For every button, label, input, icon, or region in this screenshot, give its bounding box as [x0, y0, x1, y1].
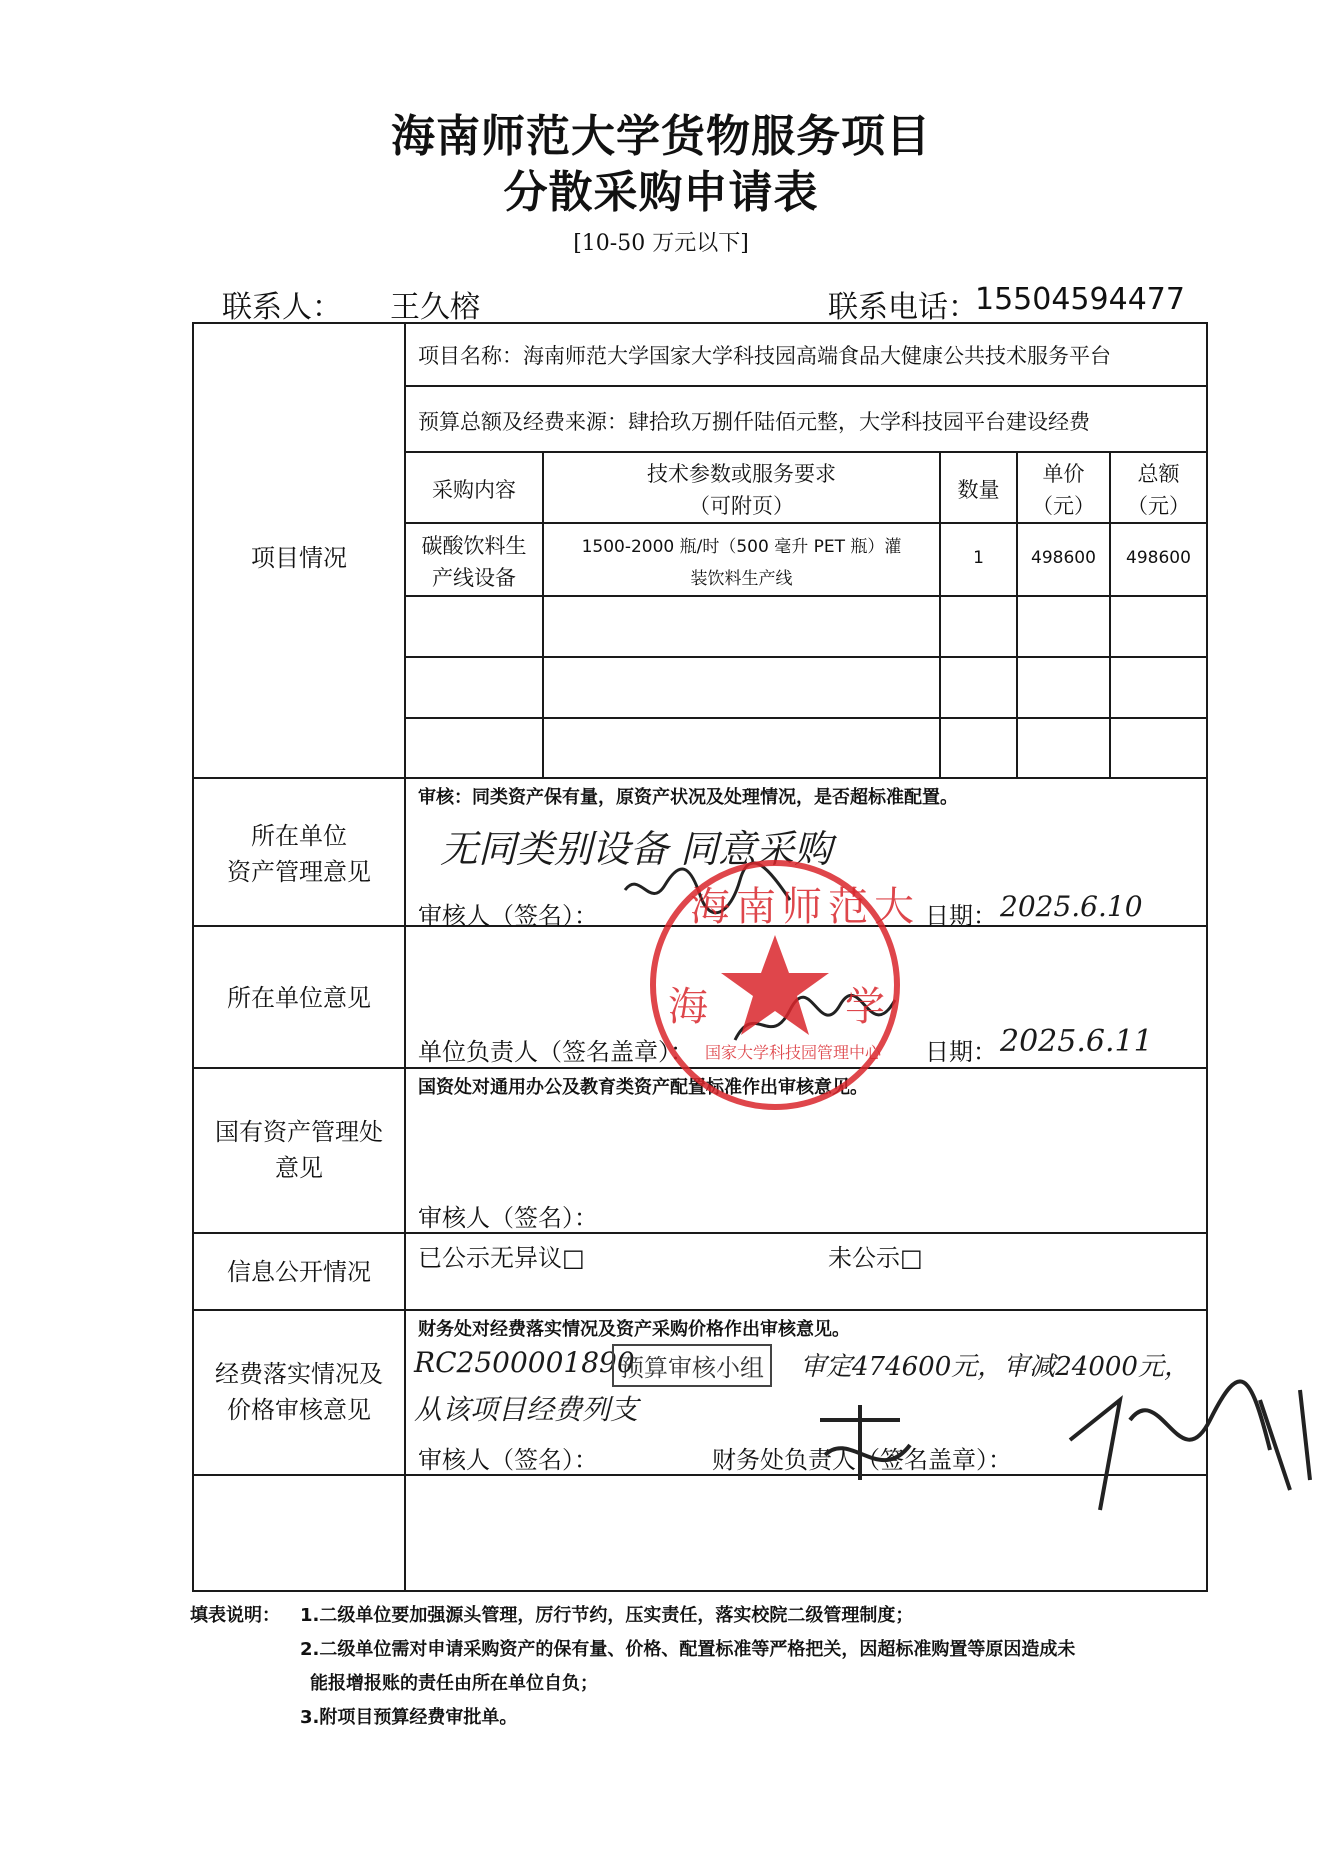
row1-content-line2: 产线设备	[432, 566, 516, 590]
finance-reviewer-signature	[810, 1400, 920, 1490]
row1-unit-price: 498600	[1031, 548, 1096, 568]
row1-qty: 1	[973, 548, 984, 568]
asset-unit-handwritten-opinion: 无同类别设备 同意采购	[440, 827, 833, 871]
funding-handwritten-line1: 审定474600元，审减24000元，	[800, 1352, 1190, 1382]
asset-unit-label-line1: 所在单位	[251, 822, 347, 850]
contact-phone-value: 15504594477	[975, 282, 1185, 317]
asset-unit-instruction: 审核：同类资产保有量，原资产状况及处理情况，是否超标准配置。	[418, 787, 958, 808]
state-asset-instruction: 国资处对通用办公及教育类资产配置标准作出审核意见。	[418, 1077, 868, 1098]
contact-phone-label: 联系电话：	[828, 290, 978, 325]
state-asset-label-line2: 意见	[275, 1154, 323, 1182]
notes-heading: 填表说明：	[190, 1605, 280, 1626]
col-header-spec-line1: 技术参数或服务要求	[647, 462, 836, 486]
disclosure-option-unpublished[interactable]: 未公示□	[828, 1244, 923, 1272]
seal-left-char: 海	[668, 984, 708, 1030]
unit-opinion-date-value: 2025.6.11	[1000, 1024, 1153, 1059]
funding-reviewer-label: 审核人（签名）：	[418, 1446, 598, 1474]
unit-opinion-signer-label: 单位负责人（签名盖章）：	[418, 1038, 694, 1066]
col-header-unit-price-line2: （元）	[1032, 494, 1095, 518]
state-asset-label-line1: 国有资产管理处	[215, 1118, 383, 1146]
seal-bottom-text: 国家大学科技园管理中心	[705, 1043, 882, 1062]
notes-item-2-line2: 能报增报账的责任由所在单位自负；	[310, 1673, 598, 1694]
seal-top-text: 海南师范大	[690, 884, 920, 930]
budget-source: 预算总额及经费来源：肆拾玖万捌仟陆佰元整，大学科技园平台建设经费	[418, 410, 1090, 434]
unit-opinion-date-label: 日期：	[925, 1038, 997, 1066]
col-header-spec-line2: （可附页）	[689, 494, 794, 518]
col-header-qty: 数量	[957, 478, 1000, 502]
contact-person-value: 王久榕	[390, 290, 480, 325]
col-header-total-line2: （元）	[1127, 494, 1190, 518]
form-title-line2: 分散采购申请表	[503, 167, 819, 218]
funding-handwritten-code: RC2500001890	[414, 1346, 635, 1379]
funding-instruction: 财务处对经费落实情况及资产采购价格作出审核意见。	[418, 1319, 850, 1340]
notes-item-1: 1.二级单位要加强源头管理，厉行节约，压实责任，落实校院二级管理制度；	[300, 1605, 914, 1626]
funding-label-line1: 经费落实情况及	[215, 1360, 383, 1388]
notes-item-3: 3.附项目预算经费审批单。	[300, 1707, 518, 1728]
amount-range-note: [10-50 万元以下]	[573, 231, 749, 256]
row1-spec-line2: 装饮料生产线	[690, 569, 793, 589]
asset-unit-date-value: 2025.6.10	[1000, 890, 1143, 923]
seal-right-char: 学	[845, 984, 885, 1030]
finance-head-label: 财务处负责人（签名盖章）：	[712, 1446, 1012, 1474]
project-name: 项目名称：海南师范大学国家大学科技园高端食品大健康公共技术服务平台	[418, 344, 1111, 368]
disclosure-label: 信息公开情况	[227, 1258, 371, 1286]
state-asset-reviewer-label: 审核人（签名）：	[418, 1204, 598, 1232]
funding-label-line2: 价格审核意见	[227, 1396, 371, 1424]
row1-total: 498600	[1126, 548, 1191, 568]
unit-opinion-label: 所在单位意见	[227, 984, 371, 1012]
contact-person-label: 联系人：	[222, 290, 342, 325]
col-header-content: 采购内容	[432, 478, 516, 502]
asset-unit-label-line2: 资产管理意见	[227, 858, 371, 886]
project-section-label: 项目情况	[251, 544, 347, 572]
asset-unit-date-label: 日期：	[925, 902, 997, 930]
row1-content-line1: 碳酸饮料生	[421, 534, 527, 558]
asset-unit-reviewer-label: 审核人（签名）：	[418, 902, 598, 930]
form-title-line1: 海南师范大学货物服务项目	[391, 111, 931, 162]
budget-review-stamp: 预算审核小组	[612, 1344, 772, 1387]
notes-item-2-line1: 2.二级单位需对申请采购资产的保有量、价格、配置标准等严格把关，因超标准购置等原因造成未	[300, 1639, 1076, 1660]
row1-spec-line1: 1500-2000 瓶/时（500 毫升 PET 瓶）灌	[581, 537, 902, 557]
col-header-unit-price-line1: 单价	[1042, 462, 1085, 486]
funding-handwritten-line2: 从该项目经费列支	[414, 1393, 639, 1426]
col-header-total-line1: 总额	[1137, 462, 1180, 486]
finance-head-signature	[1060, 1360, 1320, 1540]
disclosure-option-published[interactable]: 已公示无异议□	[418, 1244, 585, 1272]
